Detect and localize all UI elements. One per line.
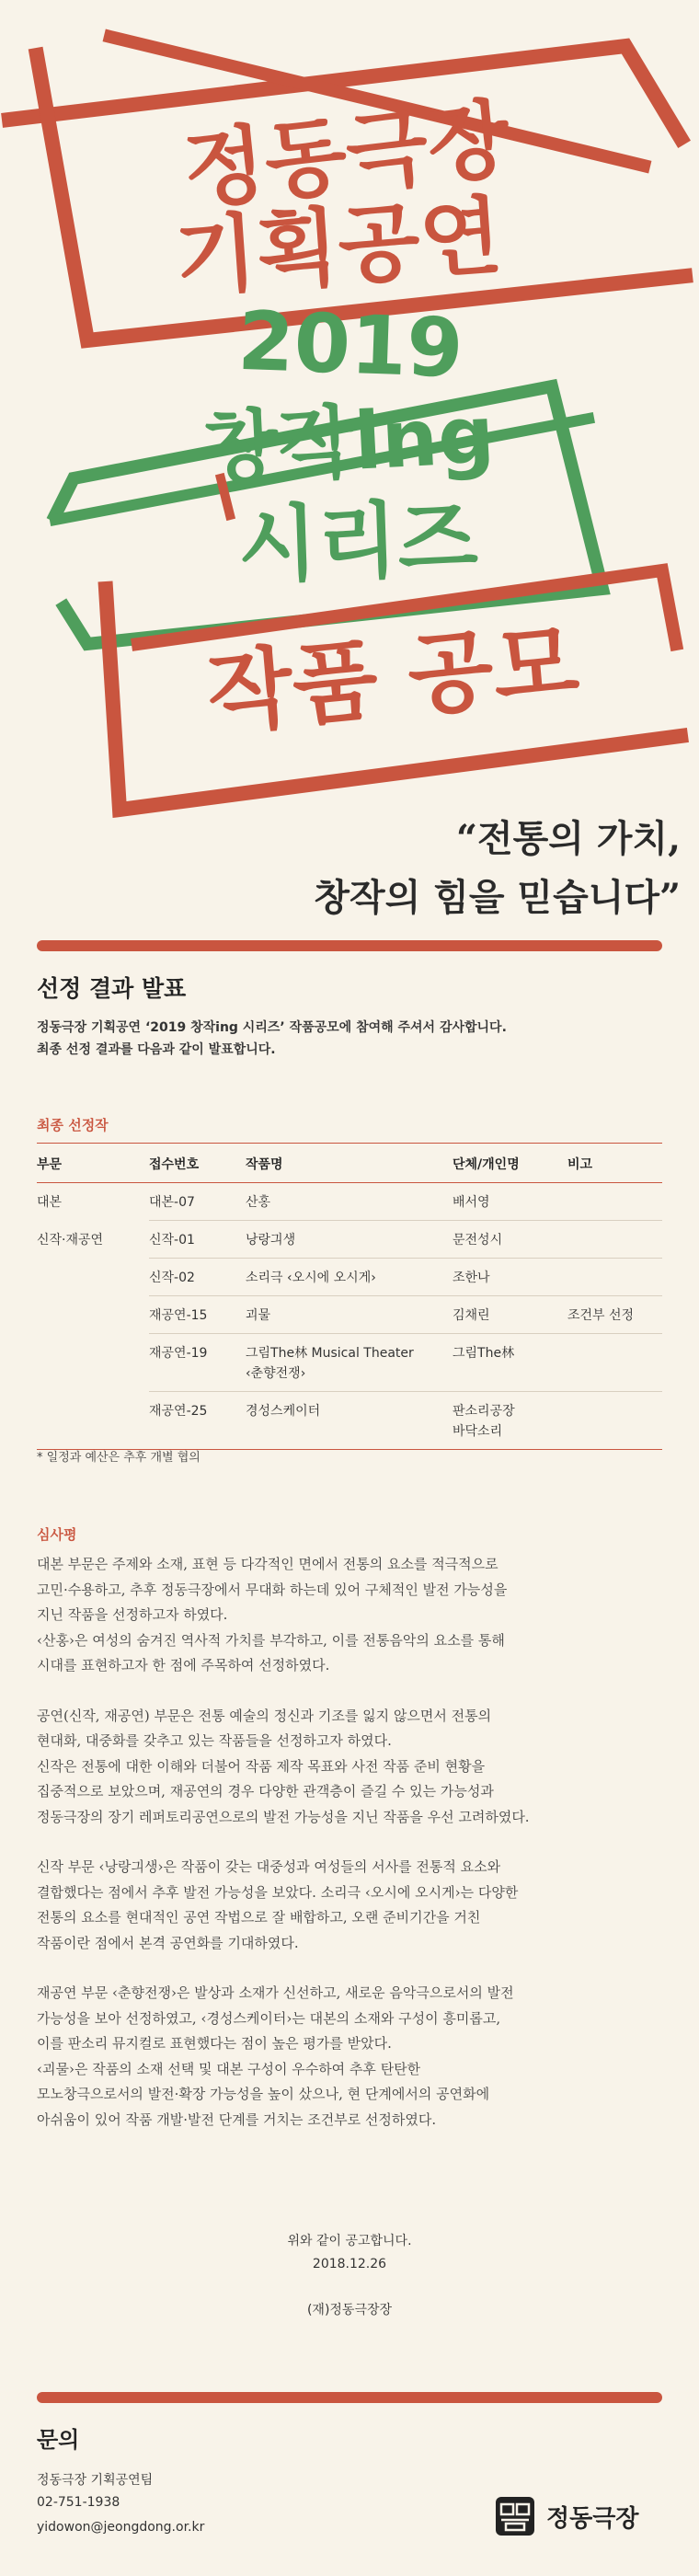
logo-text: 정동극장 bbox=[546, 2504, 639, 2533]
cell-category bbox=[37, 1392, 149, 1450]
contact-phone[interactable]: 02-751-1938 bbox=[37, 2495, 120, 2510]
cell-remarks bbox=[567, 1183, 662, 1221]
header-remarks: 비고 bbox=[567, 1144, 662, 1183]
cell-applicant: 김채린 bbox=[453, 1296, 567, 1334]
hero-poster-graphic bbox=[0, 0, 699, 828]
table-row bbox=[37, 1183, 662, 1221]
cell-work-title: 소리극 ‹오시에 오시게› bbox=[246, 1259, 453, 1296]
cell-remarks: 조건부 선정 bbox=[567, 1296, 662, 1334]
table-row bbox=[37, 1334, 662, 1392]
cell-category: 대본 bbox=[37, 1195, 63, 1210]
hero-series-name: 창작ing bbox=[199, 388, 498, 497]
cell-remarks bbox=[567, 1392, 662, 1450]
final-selection-heading: 최종 선정작 bbox=[37, 1117, 109, 1133]
cell-category bbox=[37, 1296, 149, 1334]
cell-entry-number: 재공연-25 bbox=[149, 1392, 246, 1450]
cell-applicant: 조한나 bbox=[453, 1259, 567, 1296]
review-paragraph: 신작 부문 ‹낭랑긔생›은 작품이 갖는 대중성과 여성들의 서사를 전통적 요소와 결합했다는 점에서 추후 발전 가능성을 보았다. 소리극 ‹오시에 오시게›는 다양한 전통의 요소를 현대적인 공연 작법으로 잘 배합하고, 오랜 준비기간을 거친 작품이란 점에서 본격 공연화를 기대하였다. bbox=[37, 1858, 519, 1951]
cell-entry-number: 신작-01 bbox=[149, 1221, 246, 1259]
cell-category: 신작·재공연 bbox=[37, 1232, 104, 1248]
cell-applicant: 판소리공장 바닥소리 bbox=[453, 1392, 567, 1450]
header-applicant: 단체/개인명 bbox=[453, 1144, 567, 1183]
results-intro bbox=[37, 1017, 507, 1061]
cell-entry-number: 대본-07 bbox=[149, 1183, 246, 1221]
table-row bbox=[37, 1296, 662, 1334]
contact-email[interactable]: yidowon@jeongdong.or.kr bbox=[37, 2520, 205, 2535]
table-row bbox=[37, 1221, 662, 1259]
review-paragraph: 공연(신작, 재공연) 부문은 전통 예술의 정신과 기조를 잃지 않으면서 전통의 현대화, 대중화를 갖추고 있는 작품들을 선정하고자 하였다. 신작은 전통에 대한 이해와 더불어 작품 제작 목표와 사전 작품 준비 현황을 집중적으로 보았으며, 재공연의 경우 다양한 관객층이 즐길 수 있는 가능성과 정동극장의 장기 레퍼토리공연으로의 발전 가능성을 지닌 작품을 우선 고려하였다. bbox=[37, 1707, 530, 1825]
table-header-row bbox=[37, 1144, 662, 1183]
slogan-line2: 창작의 힘을 믿습니다” bbox=[314, 876, 681, 919]
cell-work-title: 경성스케이터 bbox=[246, 1392, 453, 1450]
cell-work-title: 낭랑긔생 bbox=[246, 1221, 453, 1259]
cell-work-title: 산홍 bbox=[246, 1183, 453, 1221]
results-title: 선정 결과 발표 bbox=[37, 975, 187, 1002]
hero-year: 2019 bbox=[235, 293, 465, 397]
cell-remarks bbox=[567, 1259, 662, 1296]
contact-org: 정동극장 기획공연팀 bbox=[37, 2473, 154, 2488]
schedule-note: * 일정과 예산은 추후 개별 협의 bbox=[37, 1451, 201, 1465]
cell-entry-number: 재공연-15 bbox=[149, 1296, 246, 1334]
hero-call-for-works: 작품 공모 bbox=[202, 610, 583, 746]
cell-applicant: 그림The林 bbox=[453, 1334, 567, 1392]
selection-table bbox=[37, 1143, 662, 1450]
cell-entry-number: 재공연-19 bbox=[149, 1334, 246, 1392]
review-body bbox=[37, 1552, 662, 2157]
hero-title-line2: 기획공연 bbox=[171, 186, 505, 308]
jeongdong-logo bbox=[495, 2493, 638, 2539]
cell-remarks bbox=[567, 1221, 662, 1259]
review-heading: 심사평 bbox=[37, 1526, 77, 1543]
slogan-line1: “전통의 가치, bbox=[455, 817, 681, 860]
header-entry-number: 접수번호 bbox=[149, 1144, 246, 1183]
cell-work-title: 괴물 bbox=[246, 1296, 453, 1334]
cell-remarks bbox=[567, 1334, 662, 1392]
closing-statement: 위와 같이 공고합니다. bbox=[287, 2234, 412, 2248]
slogan-quote bbox=[0, 810, 681, 927]
section-divider-top bbox=[37, 940, 662, 951]
section-divider-bottom bbox=[37, 2392, 662, 2403]
review-paragraph: 대본 부문은 주제와 소재, 표현 등 다각적인 면에서 전통의 요소를 적극적으로 고민·수용하고, 추후 정동극장에서 무대화 하는데 있어 구체적인 발전 가능성을 지닌 작품을 선정하고자 하였다. ‹산홍›은 여성의 숨겨진 역사적 가치를 부각하고, 이를 전통음악의 요소를 통해 시대를 표현하고자 한 점에 주목하여 선정하였다. bbox=[37, 1556, 508, 1673]
cell-category bbox=[37, 1259, 149, 1296]
intro-line1: 정동극장 기획공연 ‘2019 창작ing 시리즈’ 작품공모에 참여해 주셔서 감사합니다. bbox=[37, 1020, 507, 1035]
closing-date: 2018.12.26 bbox=[312, 2257, 387, 2271]
hero-title-line1: 정동극장 bbox=[178, 88, 515, 222]
cell-work-title: 그림The林 Musical Theater ‹춘향전쟁› bbox=[246, 1334, 453, 1392]
cell-entry-number: 신작-02 bbox=[149, 1259, 246, 1296]
closing-signature: (재)정동극장장 bbox=[306, 2303, 393, 2317]
table-row bbox=[37, 1392, 662, 1450]
theater-seal-icon bbox=[495, 2496, 535, 2536]
cell-applicant: 배서영 bbox=[453, 1183, 567, 1221]
cell-applicant: 문전성시 bbox=[453, 1221, 567, 1259]
intro-line2: 최종 선정 결과를 다음과 같이 발표합니다. bbox=[37, 1042, 276, 1057]
header-work-title: 작품명 bbox=[246, 1144, 453, 1183]
cell-category bbox=[37, 1334, 149, 1392]
contact-title: 문의 bbox=[37, 2427, 80, 2453]
header-category: 부문 bbox=[37, 1144, 149, 1183]
table-row bbox=[37, 1259, 662, 1296]
review-paragraph: 재공연 부문 ‹춘향전쟁›은 발상과 소재가 신선하고, 새로운 음악극으로서의 발전 가능성을 보아 선정하였고, ‹경성스케이터›는 대본의 소재와 구성이 흥미롭고, 이를 판소리 뮤지컬로 표현했다는 점이 높은 평가를 받았다. ‹괴물›은 작품의 소재 선택 및 대본 구성이 우수하여 추후 탄탄한 모노창극으로서의 발전·확장 가능성을 높이 샀으나, 현 단계에서의 공연화에 아쉬움이 있어 작품 개발·발전 단계를 거치는 조건부로 선정하였다. bbox=[37, 1984, 514, 2128]
hero-series-word: 시리즈 bbox=[235, 489, 480, 595]
